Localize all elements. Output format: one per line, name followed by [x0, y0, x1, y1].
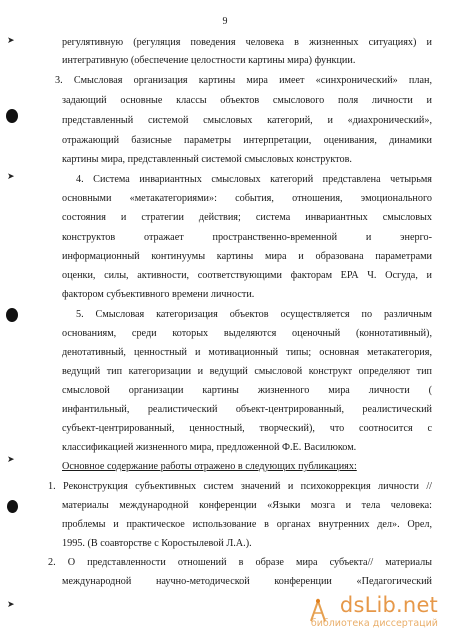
punch-hole	[7, 500, 18, 513]
text-line: 1995. (В соавторстве с Коростылевой Л.А.).	[62, 538, 252, 549]
punch-hole	[6, 109, 18, 123]
text-line: классификацией жизненного мира, предложенной Ф.Е. Василюком.	[62, 442, 357, 453]
text-line: задающий основные классы объектов смыслового поля личности и	[62, 95, 432, 106]
text-line: международной научно-методической конференции «Педагогический	[62, 576, 432, 587]
text-line: 2. О представленности отношений в образе мира субъекта// материалы	[48, 557, 432, 568]
text-line: ведущий тип категоризации и ведущий смысловой конструкт определяют тип	[62, 366, 432, 377]
text-line: 1. Реконструкция субъективных систем значений и психокоррекция личности //	[48, 481, 432, 492]
text-line: информационный континуумы картины мира и образована параметрами	[62, 251, 432, 262]
text-line: регулятивную (регуляция поведения человека в жизненных ситуациях) и	[62, 37, 432, 48]
watermark-caption: библиотека диссертаций	[310, 618, 438, 629]
text-line: оценки, силы, активности, соответствующими факторам ЕРА Ч. Осгуда, и	[62, 270, 432, 281]
text-line: интегративную (обеспечение целостности картины мира) функции.	[62, 55, 356, 66]
text-line: смысловой организации картины жизненного мира личности (	[62, 385, 432, 396]
text-line: состояния и стратегии действия; система инвариантных смысловых	[62, 212, 432, 223]
margin-mark-icon: ➤	[7, 36, 15, 46]
text-line: материалы международной конференции «Языки мозга и тела человека:	[62, 500, 432, 511]
text-line: представленный системой смысловых категорий, и «диахронический»,	[62, 115, 432, 126]
text-line: фактором субъективного времени личности.	[62, 289, 255, 300]
text-line: основаниям, среди которых выделяются оценочный (коннотативный),	[62, 328, 432, 339]
watermark	[308, 593, 440, 633]
text-line: проблемы и практическое использование в органах внутренних дел». Орел,	[62, 519, 432, 530]
text-line: картины мира, представленный системой смысловых конструктов.	[62, 154, 352, 165]
text-line: субъект-центрированный, ценностный, творческий), что соотносится с	[62, 423, 432, 434]
punch-hole	[6, 308, 18, 322]
page-number: 9	[222, 16, 228, 27]
text-line: 5. Смысловая категоризация объектов осуществляется по различным	[76, 309, 432, 320]
text-line: отражающий базисные параметры интерпретации, оценивания, динамики	[62, 135, 432, 146]
text-line: Основное содержание работы отражено в следующих публикациях:	[62, 461, 357, 472]
text-line: основными «метакатегориями»: события, отношения, эмоционального	[62, 193, 432, 204]
text-line: конструктов отражает пространственно-временной и энерго-	[62, 232, 432, 243]
text-line: инфантильный, реалистический объект-центрированный, реалистический	[62, 404, 432, 415]
text-line: денотативный, ценностный и мотивационный типы; основная метакатегория,	[62, 347, 432, 358]
text-line: 3. Смысловая организация картины мира имеет «синхронический» план,	[55, 75, 432, 86]
margin-mark-icon: ➤	[7, 455, 15, 465]
margin-mark-icon: ➤	[7, 172, 15, 182]
watermark-site-name: dsLib.net	[339, 593, 438, 617]
margin-mark-icon: ➤	[7, 600, 15, 610]
text-line: 4. Система инвариантных смысловых категорий представлена четырьмя	[76, 174, 432, 185]
